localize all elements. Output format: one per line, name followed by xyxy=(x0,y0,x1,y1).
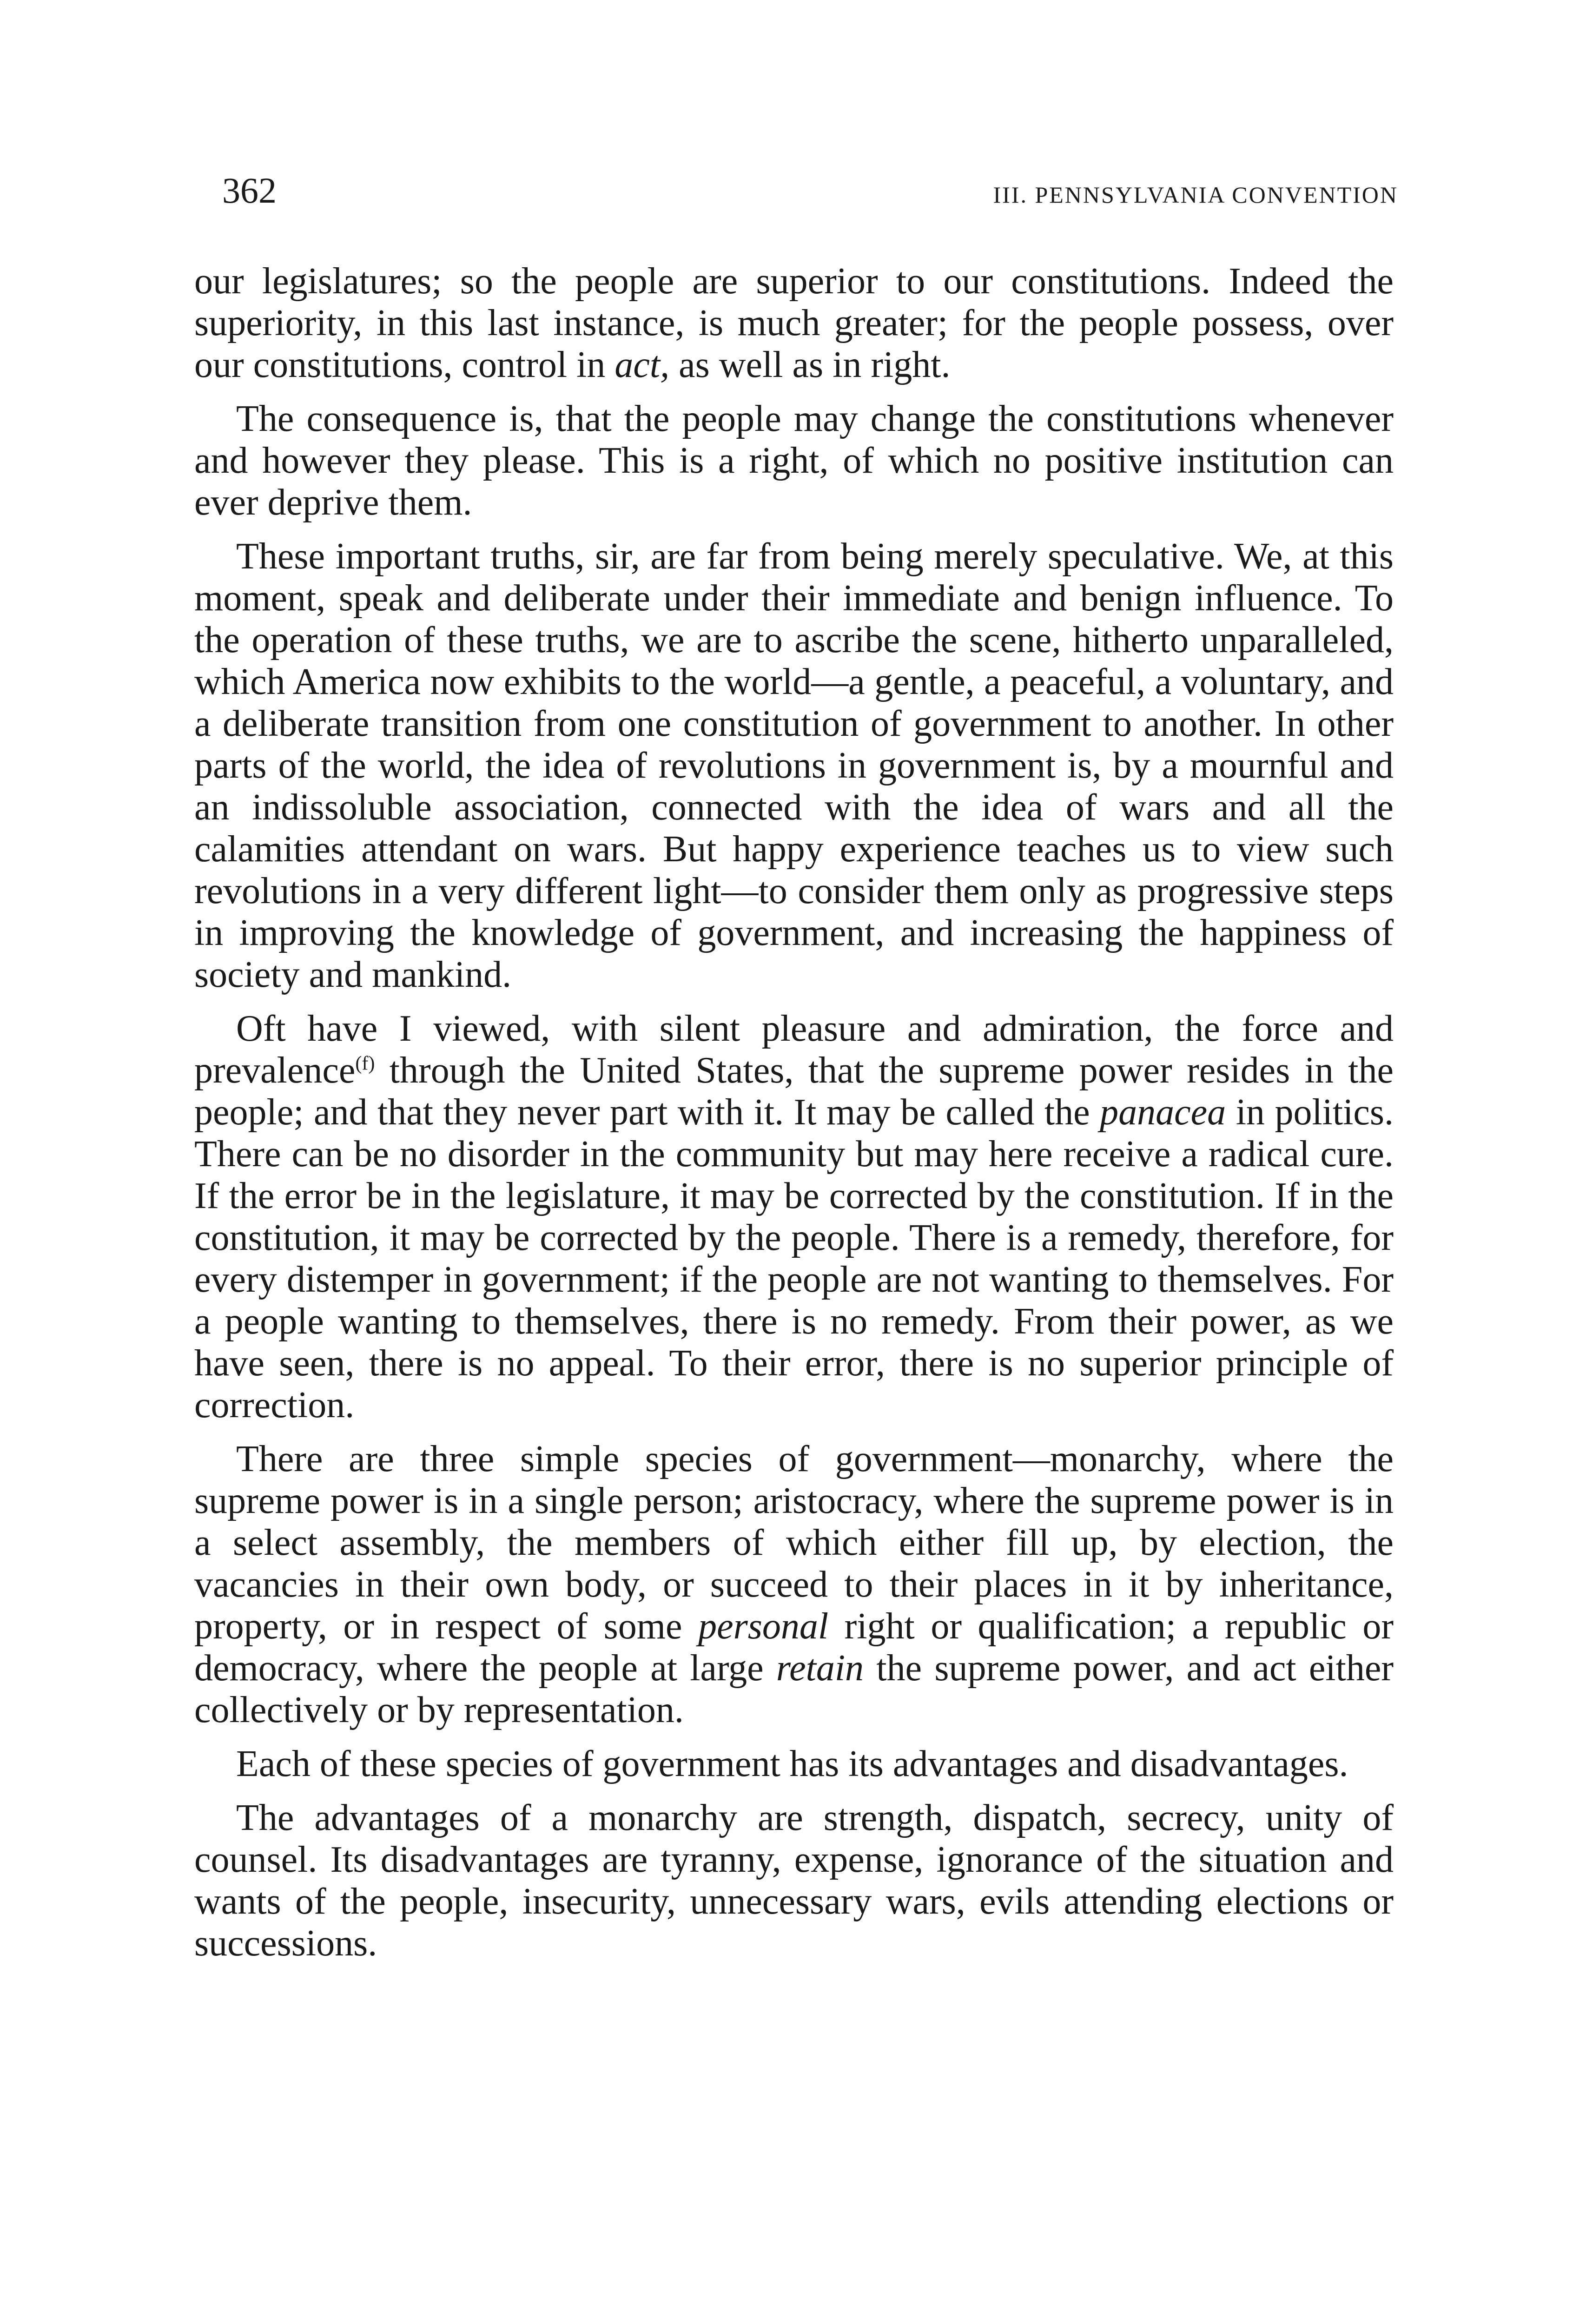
italic-retain: retain xyxy=(776,1648,864,1689)
page-header xyxy=(222,167,1398,223)
body-text xyxy=(194,260,1394,1976)
paragraph-2: The consequence is, that the people may change the constitutions whenever and however they please. This is a right, of which no positive institution can ever deprive them. xyxy=(194,398,1394,523)
italic-act: act, xyxy=(615,344,670,385)
italic-panacea: panacea xyxy=(1100,1092,1226,1133)
running-head: III. PENNSYLVANIA CONVENTION xyxy=(993,182,1398,208)
paragraph-4 xyxy=(194,1008,1394,1426)
paragraph-4-text-c: in politics. There can be no disorder in the community but may here receive a radical cure. If the error be in the legislature, it may be corrected by the constitution. If in the constitution, it may be corrected by the people. There is a remedy, therefore, for every distemper in government; if the people are not wanting to themselves. For a people wanting to themselves, there is no remedy. From their power, as we have seen, there is no appeal. To their error, there is no superior principle of correction. xyxy=(194,1092,1394,1426)
paragraph-6: Each of these species of government has its advantages and disadvantages. xyxy=(236,1743,1348,1784)
paragraph-5-text-c: the supreme power, and act either collectively or by representation. xyxy=(194,1648,1394,1730)
paragraph-3: These important truths, sir, are far from being merely speculative. We, at this moment, speak and deliberate under their immediate and benign influence. To the operation of these truths, we are to ascribe the scene, hitherto unparalleled, which America now exhibits to the world—a gentle, a peaceful, a voluntary, and a deliberate transition from one constitution of government to another. In other parts of the world, the idea of revolutions in government is, by a mournful and an indissoluble association, connected with the idea of wars and all the calamities attendant on wars. But happy experience teaches us to view such revolutions in a very different light—to consider them only as progressive steps in improving the knowledge of government, and increasing the happiness of society and mankind. xyxy=(194,536,1394,995)
paragraph-1-end: as well as in right. xyxy=(669,344,951,385)
paragraph-4-text-b: through the United States, that the supreme power resides in the people; and that they never part with it. It may be called the xyxy=(194,1050,1394,1133)
italic-personal: personal xyxy=(698,1606,829,1647)
paragraph-5 xyxy=(194,1438,1394,1731)
paragraph-4-text-a: Oft have I viewed, with silent pleasure and admiration, the force and prevalence xyxy=(194,1008,1394,1091)
paragraph-7: The advantages of a monarchy are strength, dispatch, secrecy, unity of counsel. Its disadvantages are tyranny, expense, ignorance of the situation and wants of the people, insecurity, unnecessary wars, evils attending elections or successions. xyxy=(194,1797,1394,1964)
footnote-marker-f: (f) xyxy=(355,1053,375,1074)
paragraph-1-text: our legislatures; so the people are superior to our constitutions. Indeed the superiority, in this last instance, is much greater; for the people possess, over our constitutions, control in xyxy=(194,261,1394,385)
paragraph-5-text-a: There are three simple species of government—monarchy, where the supreme power is in a single person; aristocracy, where the supreme power is in a select assembly, the members of which either fill up, by election, the vacancies in their own body, or succeed to their places in it by inheritance, property, or in respect of some xyxy=(194,1439,1394,1647)
page-number: 362 xyxy=(222,170,277,211)
paragraph-1 xyxy=(194,260,1394,386)
paragraph-5-text-b: right or qualification; a republic or democracy, where the people at large xyxy=(194,1606,1394,1689)
